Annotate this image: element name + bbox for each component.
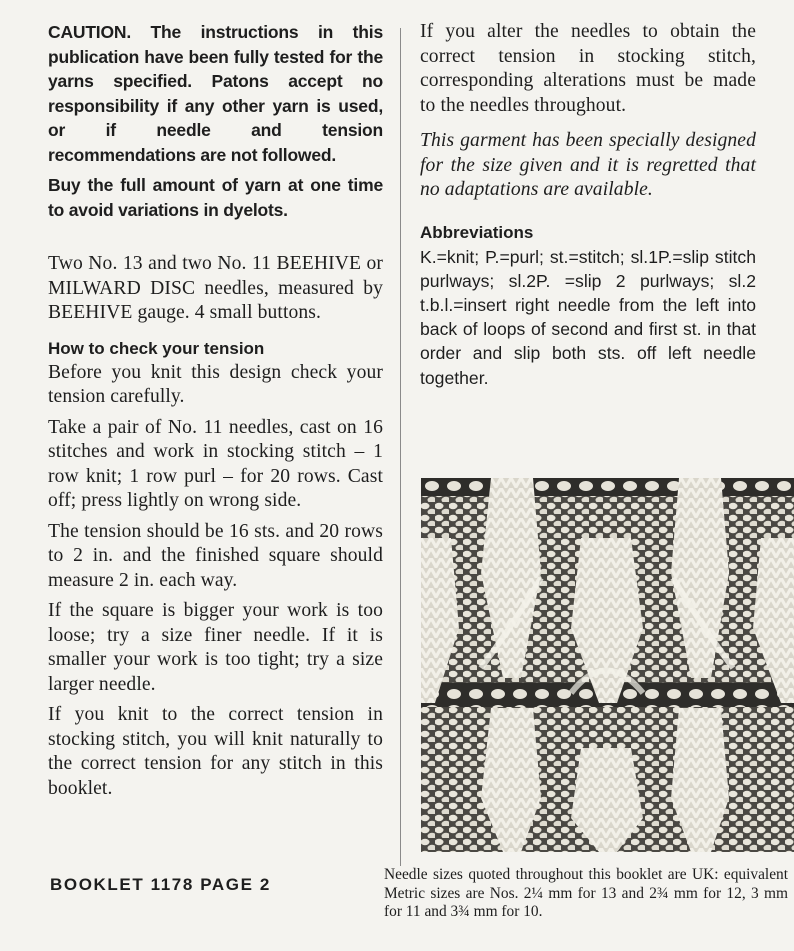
- caution-notice: CAUTION. The instructions in this publication have been fully tested for the yarns specified. Patons accept no responsibility if any other yarn is used, or if needle and tension recommendations are not followed.: [48, 22, 383, 165]
- needles-alteration-note: If you alter the needles to obtain the correct tension in stocking stitch, corresponding alterations must be made to the needles throughout.: [420, 21, 756, 116]
- fraction: ¾: [458, 903, 470, 920]
- booklet-page-label: BOOKLET 1178 PAGE 2: [50, 875, 271, 894]
- abbreviations-heading: Abbreviations: [420, 222, 534, 242]
- tension-paragraph: If the square is bigger your work is too loose; try a size finer needle. If it is smaller your work is too tight; try a size larger needle.: [48, 600, 383, 695]
- right-column: [420, 20, 756, 390]
- footnote-text: Needle sizes quoted throughout this booklet are UK: equivalent Metric sizes are Nos. 2: [384, 866, 788, 902]
- abbreviations-text: K.=knit; P.=purl; st.=stitch; sl.1P.=slip stitch purlways; sl.2P. =slip 2 purlways; sl.2 t.b.l.=insert right needle from the left into back of loops of second and first st. in that order and slip both sts. off left needle together.: [420, 246, 756, 388]
- tension-paragraph: The tension should be 16 sts. and 20 rows to 2 in. and the finished square should measure 2 in. each way.: [48, 520, 383, 591]
- tension-paragraph: Before you knit this design check your tension carefully.: [48, 361, 383, 407]
- left-column: [48, 20, 383, 801]
- tension-paragraph: If you knit to the correct tension in stocking stitch, you will knit naturally to the correct tension for any stitch in this booklet.: [48, 704, 383, 799]
- fraction: ¾: [656, 884, 669, 902]
- garment-size-note: This garment has been specially designed for the size given and it is regretted that no adaptations are available.: [420, 130, 756, 200]
- materials-list: Two No. 13 and two No. 11 BEEHIVE or MILWARD DISC needles, measured by BEEHIVE gauge. 4 small buttons.: [48, 253, 383, 323]
- fraction: ¼: [531, 884, 544, 902]
- footnote-text: mm for 10.: [469, 903, 543, 920]
- tension-heading: How to check your tension: [48, 338, 265, 358]
- tension-paragraph: Take a pair of No. 11 needles, cast on 16 stitches and work in stocking stitch – 1 row knit; 1 row purl – for 20 rows. Cast off; press lightly on wrong side.: [48, 416, 383, 511]
- column-divider: [400, 28, 401, 866]
- dyelot-notice: Buy the full amount of yarn at one time to avoid variations in dyelots.: [48, 175, 383, 220]
- footnote-text: mm for 13 and 2: [543, 884, 657, 902]
- knit-texture-illustration: [421, 478, 794, 852]
- footnote-text: mm for 12, 3 mm for 11 and 3: [384, 884, 788, 920]
- metric-needle-footnote: [384, 866, 788, 922]
- knitted-stitch-photo: [421, 478, 794, 852]
